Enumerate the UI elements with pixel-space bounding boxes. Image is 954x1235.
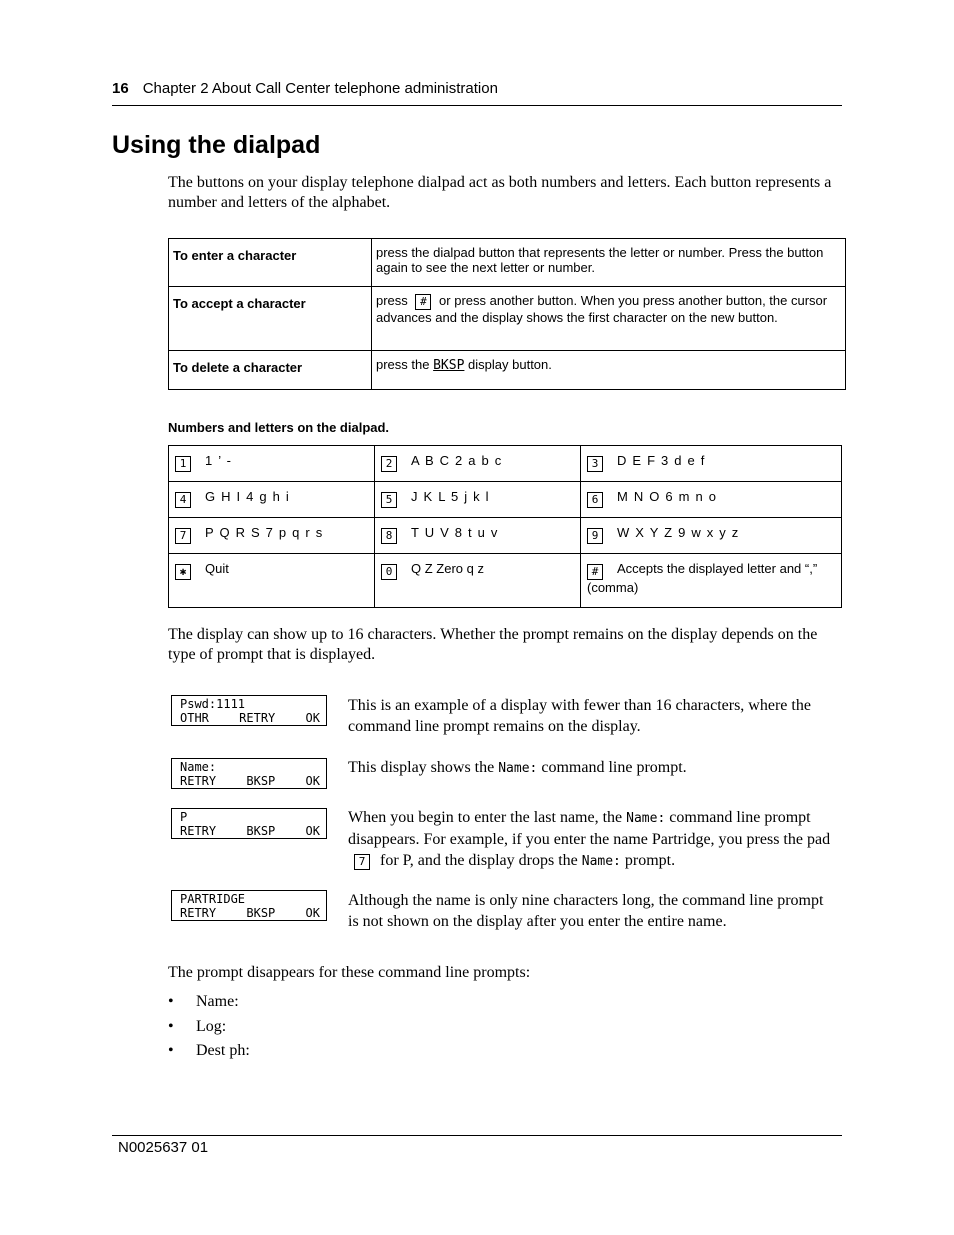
key-hash-icon: #: [587, 564, 603, 580]
key-4-icon: 4: [175, 492, 191, 508]
bksp-display-button: BKSP: [433, 358, 465, 373]
action-label: To enter a character: [169, 239, 372, 287]
table-row: [169, 287, 846, 351]
table-row: [169, 482, 842, 518]
lcd-display: [171, 808, 327, 839]
lcd-button-label: RETRY: [239, 711, 276, 725]
footer-rule: [112, 1135, 842, 1136]
lcd-display: [171, 758, 327, 789]
table-row: [169, 446, 842, 482]
dialpad-cell: 2 A B C 2 a b c: [375, 446, 581, 482]
lcd-button-label: OTHR: [180, 711, 209, 725]
bullet-icon: •: [168, 1018, 174, 1035]
dialpad-cell: 5 J K L 5 j k l: [375, 482, 581, 518]
key-star-icon: ✱: [175, 564, 191, 580]
lcd-display: [171, 695, 327, 726]
table-row: [169, 518, 842, 554]
lcd-button-label: RETRY: [180, 906, 217, 920]
hash-key-icon: #: [415, 294, 431, 310]
dialpad-cell: # Accepts the displayed letter and “,” (comma): [581, 554, 842, 608]
dialpad-cell: 8 T U V 8 t u v: [375, 518, 581, 554]
action-description: press the BKSP display button.: [372, 351, 846, 390]
lcd-button-label: OK: [305, 774, 320, 788]
bullet-icon: •: [168, 1042, 174, 1059]
lcd-button-label: RETRY: [180, 774, 217, 788]
action-label: To delete a character: [169, 351, 372, 390]
dialpad-cell: 1 1 ’ -: [169, 446, 375, 482]
table-row: [169, 351, 846, 390]
lcd-line: P: [180, 810, 188, 824]
header-rule: [112, 105, 842, 106]
key-0-icon: 0: [381, 564, 397, 580]
action-label: To accept a character: [169, 287, 372, 351]
actions-table: [168, 238, 846, 390]
example-description: This is an example of a display with fewer than 16 characters, where the command line prompt remains on the display.: [348, 697, 811, 735]
lcd-button-label: OK: [305, 906, 320, 920]
page-number: 16: [112, 80, 129, 97]
dialpad-cell: 4 G H I 4 g h i: [169, 482, 375, 518]
list-item: • Dest ph:: [168, 1042, 250, 1059]
lcd-line: PARTRIDGE: [180, 892, 246, 906]
bullet-icon: •: [168, 993, 174, 1010]
action-description: press # or press another button. When you press another button, the cursor advances and the display shows the first character on the new button.: [372, 287, 846, 351]
document-number: N0025637 01: [118, 1139, 209, 1156]
section-heading: Using the dialpad: [112, 131, 321, 159]
key-3-icon: 3: [587, 456, 603, 472]
lcd-button-label: BKSP: [246, 774, 276, 788]
example-description: Although the name is only nine characters long, the command line prompt is not shown on the display after you enter the entire name.: [348, 892, 824, 930]
lcd-buttons: [180, 774, 326, 788]
lcd-display: [171, 890, 327, 921]
key-8-icon: 8: [381, 528, 397, 544]
dialpad-cell: 3 D E F 3 d e f: [581, 446, 842, 482]
lcd-button-label: OK: [305, 824, 320, 838]
dialpad-cell: 7 P Q R S 7 p q r s: [169, 518, 375, 554]
dialpad-cell: ✱ Quit: [169, 554, 375, 608]
prompt-paragraph: The prompt disappears for these command line prompts:: [168, 964, 531, 981]
intro-paragraph: The buttons on your display telephone dialpad act as both numbers and letters. Each button represents a number and letters of the alphabet.: [168, 174, 832, 211]
dialpad-cell: 0 Q Z Zero q z: [375, 554, 581, 608]
dialpad-cell: 9 W X Y Z 9 w x y z: [581, 518, 842, 554]
key-6-icon: 6: [587, 492, 603, 508]
lcd-button-label: BKSP: [246, 906, 276, 920]
key-2-icon: 2: [381, 456, 397, 472]
list-item: • Log:: [168, 1018, 227, 1035]
table-row: [169, 554, 842, 608]
example-description: When you begin to enter the last name, the Name: command line prompt disappears. For example, if you enter the name Partridge, you press the pad 7 for P, and the display drops the Name: prompt.: [348, 809, 831, 869]
dialpad-caption: Numbers and letters on the dialpad.: [168, 420, 390, 435]
key-9-icon: 9: [587, 528, 603, 544]
lcd-buttons: [180, 711, 326, 725]
lcd-line: Name:: [180, 760, 217, 774]
dialpad-cell: 6 M N O 6 m n o: [581, 482, 842, 518]
chapter-title: Chapter 2 About Call Center telephone administration: [142, 80, 498, 97]
key-7-icon: 7: [175, 528, 191, 544]
running-header: [112, 80, 842, 97]
table-row: [169, 239, 846, 287]
example-description: This display shows the Name: command line prompt.: [348, 759, 687, 776]
lcd-button-label: BKSP: [246, 824, 276, 838]
list-item: • Name:: [168, 993, 239, 1010]
key-5-icon: 5: [381, 492, 397, 508]
display-paragraph: The display can show up to 16 characters. Whether the prompt remains on the display depends on the type of prompt that is displayed.: [168, 626, 818, 663]
key-1-icon: 1: [175, 456, 191, 472]
lcd-button-label: RETRY: [180, 824, 217, 838]
action-description: press the dialpad button that represents the letter or number. Press the button again to see the next letter or number.: [372, 239, 846, 287]
lcd-buttons: [180, 824, 326, 838]
lcd-button-label: OK: [305, 711, 320, 725]
lcd-buttons: [180, 906, 326, 920]
lcd-line: Pswd:1111: [180, 697, 246, 711]
key-7-icon: 7: [354, 854, 370, 870]
dialpad-table: [168, 445, 842, 608]
